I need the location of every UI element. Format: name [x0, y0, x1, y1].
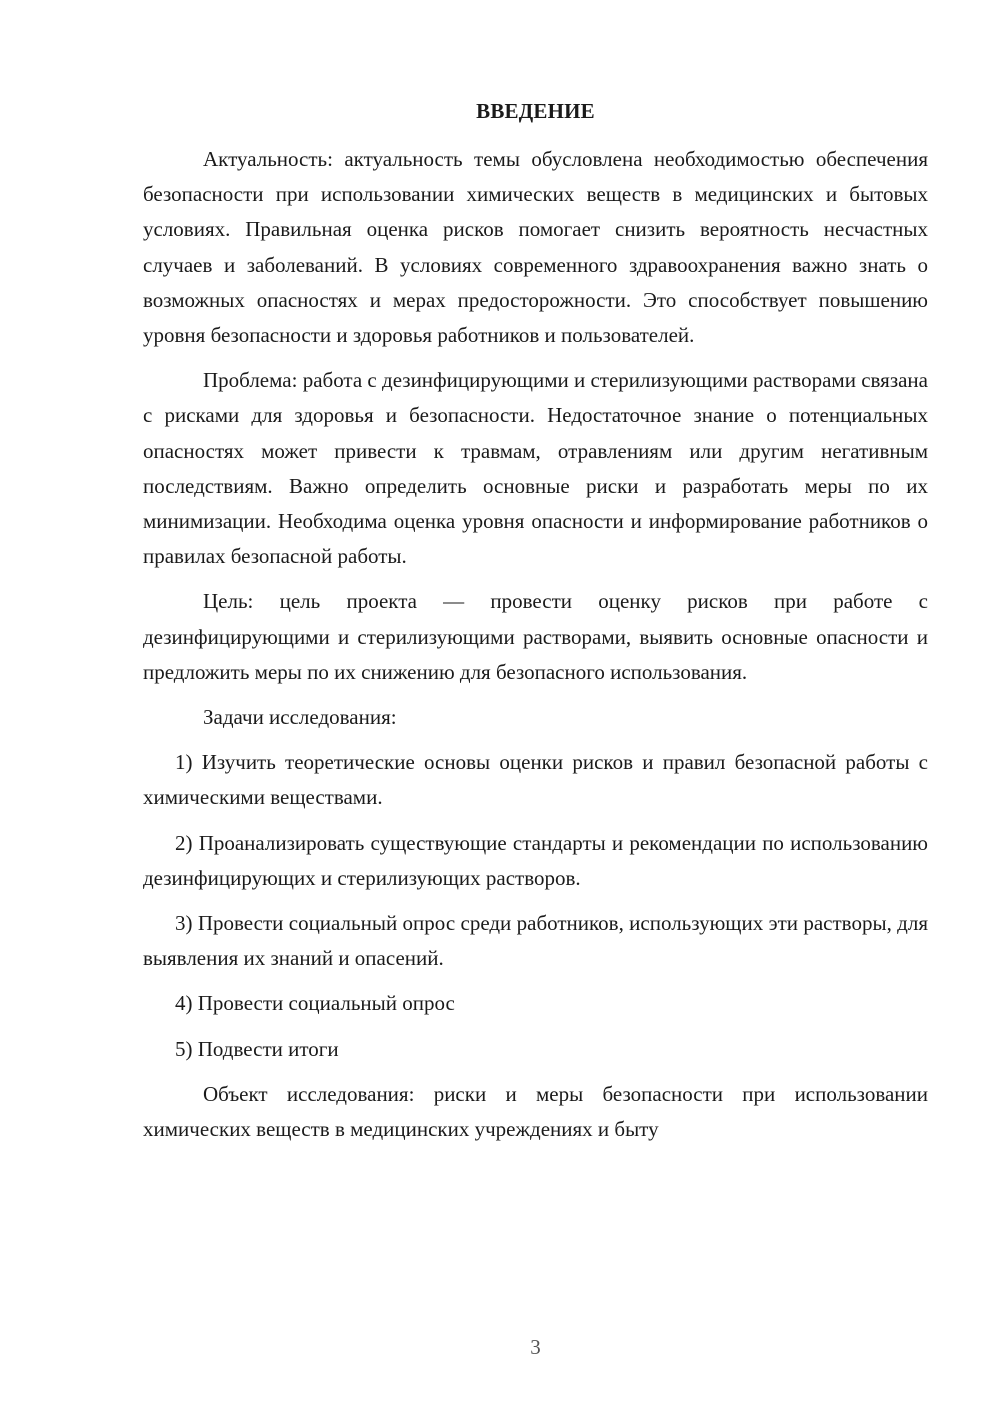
task-item-5: 5) Подвести итоги: [175, 1036, 339, 1061]
document-page: [143, 0, 928, 1414]
paragraph-relevance: Актуальность: актуальность темы обусловлена необходимостью обеспечения безопасности при использовании химических веществ в медицинских и бытовых условиях. Правильная оценка рисков помогает снизить вероятность несчастных случаев и заболеваний. В условиях современного здравоохранения важно знать о возможных опасностях и мерах предосторожности. Это способствует повышению уровня безопасности и здоровья работников и пользователей.: [143, 147, 928, 348]
page-number: 3: [530, 1335, 541, 1359]
task-item-4: 4) Провести социальный опрос: [175, 991, 455, 1016]
document-body: [143, 142, 928, 1157]
task-item-3: 3) Провести социальный опрос среди работников, использующих эти растворы, для выявления их знаний и опасений.: [143, 911, 928, 971]
paragraph-goal: Цель: цель проекта — провести оценку рисков при работе с дезинфицирующими и стерилизующими растворами, выявить основные опасности и предложить меры по их снижению для безопасного использования.: [143, 589, 928, 684]
tasks-title: Задачи исследования:: [203, 705, 397, 730]
paragraph-problem: Проблема: работа с дезинфицирующими и стерилизующими растворами связана с рисками для здоровья и безопасности. Недостаточное знание о потенциальных опасностях может привести к травмам, отравлениям или другим негативным последствиям. Важно определить основные риски и разработать меры по их минимизации. Необходима оценка уровня опасности и информирование работников о правилах безопасной работы.: [143, 368, 928, 569]
section-heading: ВВЕДЕНИЕ: [476, 99, 595, 123]
task-item-1: 1) Изучить теоретические основы оценки рисков и правил безопасной работы с химическими веществами.: [143, 750, 928, 810]
paragraph-object: Объект исследования: риски и меры безопасности при использовании химических веществ в медицинских учреждениях и быту: [143, 1081, 928, 1142]
task-item-2: 2) Проанализировать существующие стандарты и рекомендации по использованию дезинфицирующих и стерилизующих растворов.: [143, 830, 928, 890]
